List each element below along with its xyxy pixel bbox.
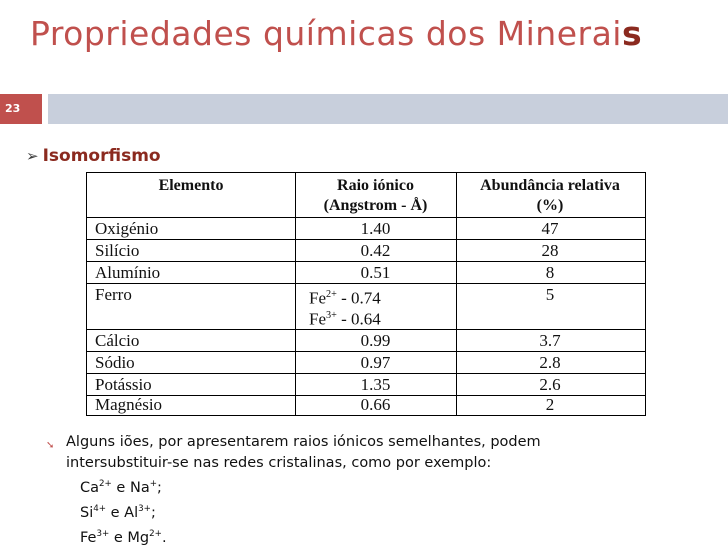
slide-title-main: Propriedades químicas dos Minerai xyxy=(30,14,622,53)
explanatory-note xyxy=(46,432,541,548)
table-cell-element: Magnésio xyxy=(95,395,163,414)
table-cell-abundance: 3.7 xyxy=(539,331,561,350)
header-abundance-line1: Abundância relativa xyxy=(480,177,620,194)
sub-bullet-icon: ➘ xyxy=(46,440,55,451)
table-cell-abundance: 2 xyxy=(545,395,555,414)
table-cell-abundance: 8 xyxy=(545,263,555,282)
table-cell-radius: 0.97 xyxy=(360,353,391,372)
table-cell-radius: 0.51 xyxy=(360,263,391,282)
slide-number: 23 xyxy=(0,94,42,124)
ion-pair: $Fe^{3+}$ e $Mg^{2+}$. xyxy=(80,528,167,546)
table-cell-element: Ferro xyxy=(95,285,132,304)
table-cell-radius: 1.40 xyxy=(360,219,391,238)
header-radius-line1: Raio iónico xyxy=(337,177,414,194)
table-cell-abundance: 47 xyxy=(541,219,559,238)
header-abundance-line2: (%) xyxy=(536,197,564,214)
bullet-heading xyxy=(26,146,161,166)
table-cell-radius: 1.35 xyxy=(360,375,391,394)
table-cell-abundance: 2.6 xyxy=(539,375,561,394)
table-row-divider xyxy=(87,283,645,284)
header-radius xyxy=(295,176,456,216)
header-radius-line2: (Angstrom - Å) xyxy=(323,197,428,214)
table-cell-abundance: 5 xyxy=(545,285,555,304)
header-element: Elemento xyxy=(158,177,224,194)
table-cell-element: Potássio xyxy=(95,375,152,394)
ionic-radius-table xyxy=(86,172,646,416)
table-cell-element: Silício xyxy=(95,241,140,260)
table-cell-element: Alumínio xyxy=(95,263,161,282)
ion-pair: $Ca^{2+}$ e Na+; xyxy=(80,479,162,496)
table-row-divider xyxy=(87,239,645,240)
table-cell-element: Sódio xyxy=(95,353,135,372)
table-cell-abundance: 2.8 xyxy=(539,353,561,372)
table-cell-radius: 0.42 xyxy=(360,241,391,260)
table-cell-abundance: 28 xyxy=(541,241,559,260)
table-cell-element: Cálcio xyxy=(95,331,140,350)
table-cell-radius-fe3: $Fe^{3+} - 0.64$ xyxy=(309,309,381,329)
table-row-divider xyxy=(87,261,645,262)
table-cell-radius: 0.99 xyxy=(360,331,391,350)
header-abundance xyxy=(456,176,644,216)
table-row-divider xyxy=(87,373,645,374)
note-line-2: intersubstituir-se nas redes cristalinas, como por exemplo: xyxy=(66,455,492,471)
table-cell-element: Oxigénio xyxy=(95,219,159,238)
header-bar xyxy=(48,94,728,124)
table-row-divider xyxy=(87,351,645,352)
table-row-divider xyxy=(87,217,645,218)
note-line-1: Alguns iões, por apresentarem raios iónicos semelhantes, podem xyxy=(66,434,541,450)
slide-title xyxy=(30,14,642,53)
table-cell-radius: 0.66 xyxy=(360,395,391,414)
slide-title-last-letter: s xyxy=(621,14,643,53)
bullet-heading-text: Isomorfismo xyxy=(42,146,161,166)
table-cell-radius-fe2: $Fe^{2+} - 0.74$ xyxy=(309,288,381,308)
arrow-bullet-icon: ➢ xyxy=(26,147,39,165)
ion-pair: $Si^{4+}$ e $Al^{3+}$; xyxy=(80,503,156,521)
